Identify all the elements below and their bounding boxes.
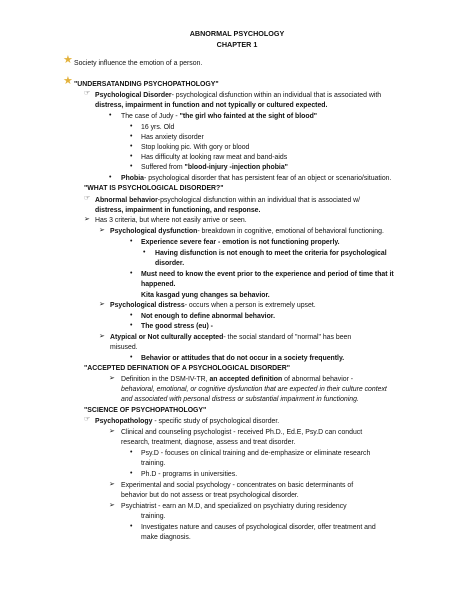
bullet-icon: • [130,133,133,140]
psychiatrist-line2: training. [141,513,166,520]
pd-definition-line1: Psychological Disorder- psychological disfunction within an individual that is associated with [95,92,382,99]
good-stress-line: The good stress (eu) - [141,323,213,330]
dysfunction-line: Psychological dysfunction- breakdown in cognitive, emotional of behavioral functioning. [110,228,384,235]
bullet-icon: • [130,354,133,361]
must-know-line2: happened. [141,281,176,288]
pointing-hand-icon: ☞ [84,90,91,97]
doc-title: ABNORMAL PSYCHOLOGY [189,29,285,38]
bullet-icon: • [109,174,112,181]
bullet-icon: • [143,249,146,256]
bullet-icon: • [130,123,133,130]
clinical-line1: Clinical and counseling psychologist - received Ph.D., Ed.E, Psy.D can conduct [121,429,363,436]
arrow-icon: ➢ [99,333,105,340]
arrow-icon: ➢ [109,481,115,488]
bullet-icon: • [109,112,112,119]
judy-item: Suffered from "blood-injury -injection phobia" [141,164,288,171]
having-dysfunction-line1: Having disfunction is not enough to meet the criteria for psychological [155,250,387,257]
investigates-line2: make diagnosis. [141,534,191,541]
atypical-line1: Atypical or Not culturally accepted- the social standard of "normal" has been [110,334,352,341]
abnormal-behavior-line1: Abnormal behavior-psychological disfunction within an individual that is associated w/ [95,197,361,204]
star-icon: ★ [63,54,73,66]
bullet-icon: • [130,470,133,477]
bullet-icon: • [130,153,133,160]
judy-item: Stop looking pic. With gory or blood [141,144,250,151]
bullet-icon: • [130,449,133,456]
dsm-line3: and associated with personal distress or substantial impairment in functioning. [121,396,359,403]
dsm-line1: Definition in the DSM-IV-TR, an accepted definition of abnormal behavior - [121,376,354,383]
psyd-line2: training. [141,460,166,467]
kita-line: Kita kasgad yung changes sa behavior. [141,292,270,299]
criteria-line: Has 3 criteria, but where not easily arrive or seen. [95,217,247,224]
arrow-icon: ➢ [99,227,105,234]
not-enough-line: Not enough to define abnormal behavior. [141,313,275,320]
bullet-icon: • [130,523,133,530]
heading-accepted: "ACCEPTED DEFINATION OF A PSYCHOLOGICAL DISORDER" [84,365,290,372]
arrow-icon: ➢ [99,301,105,308]
distress-line: Psychological distress- occurs when a person is extremely upset. [110,302,316,309]
bullet-icon: • [130,238,133,245]
psychopathology-line: Psychopathology - specific study of psychological disorder. [95,418,280,425]
psyd-line1: Psy.D - focuses on clinical training and de-emphasize or eliminate research [141,450,371,457]
bullet-icon: • [130,322,133,329]
bullet-icon: • [130,143,133,150]
judy-case: The case of Judy - "the girl who fainted at the sight of blood" [121,113,318,120]
judy-item: Has anxiety disorder [141,134,204,141]
bullet-icon: • [130,312,133,319]
psychiatrist-line1: Psychiatrist - earn an M.D, and specialized on psychiatry during residency [121,503,347,510]
investigates-line1: Investigates nature and causes of psychological disorder, offer treatment and [141,524,376,531]
experimental-line2: behavior but do not assess or treat psychological disorder. [121,492,299,499]
arrow-icon: ➢ [109,428,115,435]
heading-understanding: "UNDERSATANDING PSYCHOPATHOLOGY" [74,81,219,88]
arrow-icon: ➢ [84,216,90,223]
pointing-hand-icon: ☞ [84,195,91,202]
intro-line: Society influence the emotion of a person. [74,60,203,67]
clinical-line2: research, treatment, diagnose, assess and treat disorder. [121,439,296,446]
experimental-line1: Experimental and social psychology - concentrates on basic determinants of [121,482,354,489]
abnormal-behavior-line2: distress, impairment in functioning, and response. [95,207,261,214]
heading-what-is: "WHAT IS PSYCHOLOGICAL DISORDER?" [84,185,224,192]
bullet-icon: • [130,163,133,170]
dsm-line2: behavioral, emotional, or cognitive dysfunction that are expected in their culture context [121,386,387,393]
doc-chapter: CHAPTER 1 [216,40,258,49]
phd-line: Ph.D - programs in universities. [141,471,238,478]
heading-science: "SCIENCE OF PSYCHOPATHOLOGY" [84,407,207,414]
judy-item: 16 yrs. Old [141,124,175,131]
bullet-icon: • [130,270,133,277]
behavior-line: Behavior or attitudes that do not occur in a society frequently. [141,355,345,362]
judy-item: Has difficulty at looking raw meat and band-aids [141,154,288,161]
pointing-hand-icon: ☞ [84,416,91,423]
pd-definition-line2: distress, impairment in function and not typically or cultured expected. [95,102,328,109]
atypical-line2: misused. [110,344,138,351]
arrow-icon: ➢ [109,375,115,382]
phobia-line: Phobia- psychological disorder that has persistent fear of an object or scenario/situation. [121,175,392,182]
star-icon: ★ [63,75,73,87]
severe-fear-line: Experience severe fear - emotion is not functioning properly. [141,239,340,246]
must-know-line1: Must need to know the event prior to the experience and period of time that it [141,271,394,278]
arrow-icon: ➢ [109,502,115,509]
having-dysfunction-line2: disorder. [155,260,185,267]
